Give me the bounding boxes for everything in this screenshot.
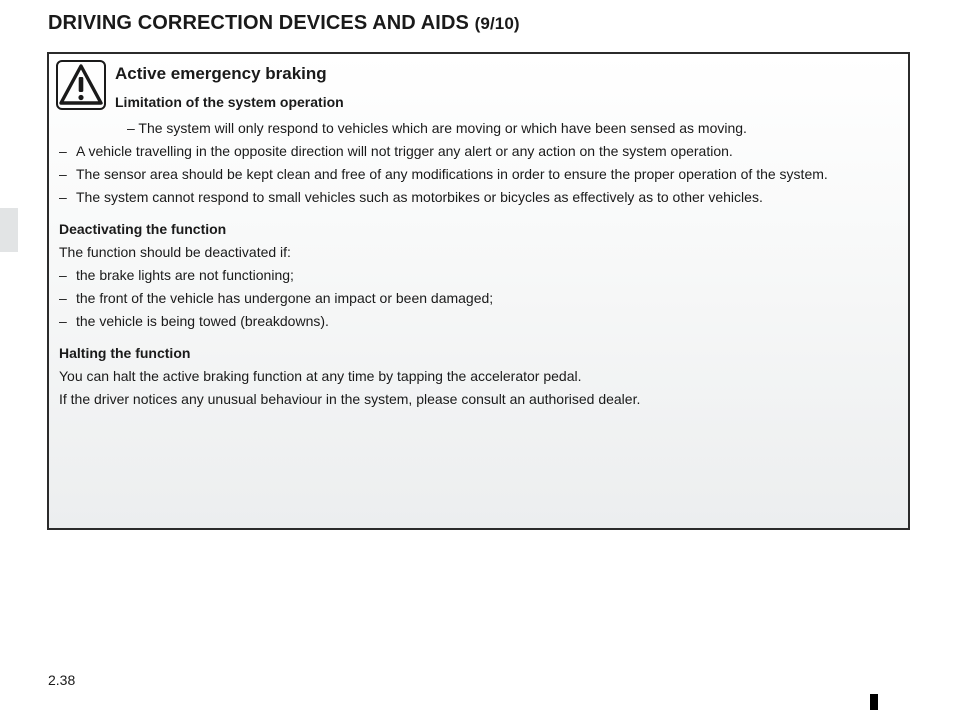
limitation-first-line: – The system will only respond to vehicles which are moving or which have been sensed as moving. bbox=[127, 120, 747, 136]
limitation-item bbox=[59, 189, 902, 205]
dash-bullet: – bbox=[59, 143, 67, 159]
dash-bullet: – bbox=[59, 290, 67, 306]
deactivating-item-text: the front of the vehicle has undergone an impact or been damaged; bbox=[76, 290, 494, 306]
dash-bullet: – bbox=[59, 189, 67, 205]
limitation-item-text: A vehicle travelling in the opposite direction will not trigger any alert or any action on the system operation. bbox=[76, 143, 733, 159]
deactivating-item bbox=[59, 267, 902, 283]
limitation-item-text: The sensor area should be kept clean and free of any modifications in order to ensure the proper operation of the system. bbox=[76, 166, 828, 182]
deactivating-item-text: the brake lights are not functioning; bbox=[76, 267, 294, 283]
chapter-side-tab bbox=[0, 208, 18, 252]
page-number: 2.38 bbox=[48, 672, 76, 688]
deactivating-item bbox=[59, 313, 902, 329]
page-title bbox=[48, 12, 520, 35]
page-counter: (9/10) bbox=[474, 14, 520, 33]
halting-line: You can halt the active braking function at any time by tapping the accelerator pedal. bbox=[59, 368, 582, 384]
limitation-heading: Limitation of the system operation bbox=[115, 94, 344, 110]
limitation-item bbox=[59, 166, 902, 182]
halting-heading: Halting the function bbox=[59, 345, 191, 361]
limitation-item bbox=[59, 143, 902, 159]
page-corner-mark bbox=[870, 694, 878, 710]
warning-title: Active emergency braking bbox=[115, 64, 327, 83]
dash-bullet: – bbox=[59, 267, 67, 283]
warning-body bbox=[59, 94, 902, 414]
halting-line: If the driver notices any unusual behaviour in the system, please consult an authorised dealer. bbox=[59, 391, 641, 407]
deactivating-item-text: the vehicle is being towed (breakdowns). bbox=[76, 313, 329, 329]
dash-bullet: – bbox=[59, 166, 67, 182]
warning-box bbox=[47, 52, 910, 530]
deactivating-heading: Deactivating the function bbox=[59, 221, 227, 237]
dash-bullet: – bbox=[59, 313, 67, 329]
deactivating-item bbox=[59, 290, 902, 306]
deactivating-intro: The function should be deactivated if: bbox=[59, 244, 291, 260]
limitation-item-text: The system cannot respond to small vehicles such as motorbikes or bicycles as effectively as to other vehicles. bbox=[76, 189, 763, 205]
page-title-text: DRIVING CORRECTION DEVICES AND AIDS bbox=[48, 12, 469, 34]
